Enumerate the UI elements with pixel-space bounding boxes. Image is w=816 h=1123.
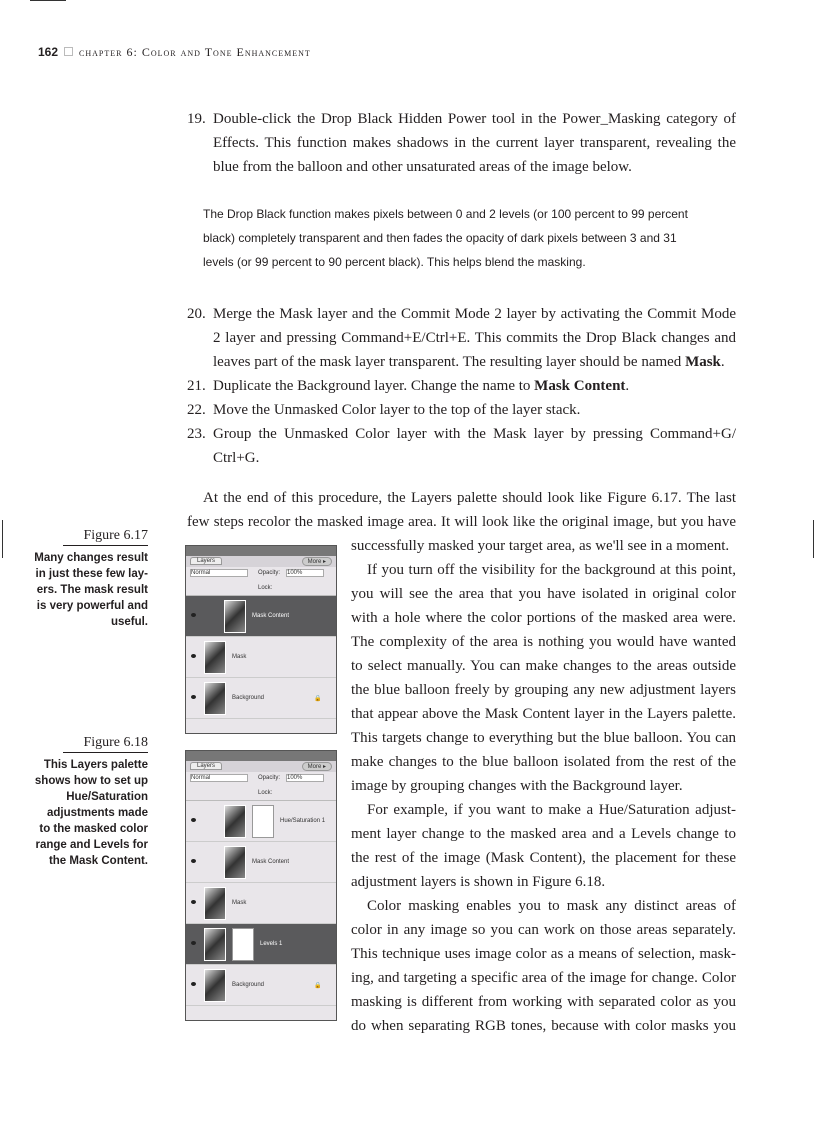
tip-note-line: levels (or 99 percent to 90 percent black). This helps blend the masking.: [203, 255, 586, 269]
palette-footer: [186, 1006, 336, 1020]
lock-label: Lock:: [258, 790, 273, 796]
body-line: For example, if you want to make a Hue/Saturation adjust-: [367, 802, 736, 818]
step-text-line: [213, 422, 736, 446]
step-text-line: [213, 302, 736, 326]
body-line: Color masking enables you to mask any distinct areas of: [367, 898, 736, 914]
caption-line: ers. The mask result: [36, 584, 148, 596]
more-button[interactable]: More ▸: [302, 557, 332, 566]
step-number: 21.: [187, 378, 206, 394]
body-line: successfully masked your target area, as we'll see in a moment.: [351, 538, 730, 554]
layer-name: Mask: [232, 654, 247, 660]
text-span: Double-click the Drop Black Hidden Power tool in the Power_Masking category of: [213, 111, 736, 127]
layer-row[interactable]: [186, 596, 336, 637]
caption-line: in just these few lay-: [35, 568, 148, 580]
layer-name: Background: [232, 982, 265, 988]
caption-line: the Mask Content.: [48, 855, 148, 867]
more-button[interactable]: More ▸: [302, 762, 332, 771]
text-span: Move the Unmasked Color layer to the top of the layer stack.: [213, 402, 581, 418]
caption-line: adjustments made: [47, 807, 148, 819]
step-text-line: [213, 155, 736, 179]
opacity-value: 100%: [286, 774, 324, 782]
crop-mark: [2, 520, 3, 558]
palette-footer: [186, 719, 336, 733]
eye-icon[interactable]: [191, 900, 196, 904]
figure-label: Figure 6.18: [63, 734, 148, 753]
caption-line: Hue/Saturation: [66, 791, 148, 803]
eye-icon[interactable]: [191, 613, 196, 617]
square-ornament-icon: [64, 47, 73, 56]
step-number: 23.: [187, 426, 206, 442]
text-span: Ctrl+G.: [213, 450, 260, 466]
step-number: 22.: [187, 402, 206, 418]
layer-mask-thumbnail: [232, 928, 254, 961]
step-text-line: [213, 350, 736, 374]
body-line: color in any image so you can work on those areas separately.: [351, 922, 736, 938]
step-text-line: [213, 398, 736, 422]
layer-thumbnail: [204, 887, 226, 920]
eye-icon[interactable]: [191, 859, 196, 863]
lock-row: [186, 786, 336, 801]
caption-line: is very powerful and: [36, 600, 148, 612]
body-line: with a hole where the color portions of the masked area were.: [351, 610, 736, 626]
bold-term: Mask Content: [534, 378, 626, 394]
blend-options: [186, 772, 336, 786]
layer-row[interactable]: [186, 924, 336, 965]
step-text-line: [213, 131, 736, 155]
text-span: Duplicate the Background layer. Change the name to: [213, 378, 535, 394]
layer-name: Levels 1: [260, 941, 283, 947]
layer-row[interactable]: [186, 842, 336, 883]
body-line: If you turn off the visibility for the background at this point,: [367, 562, 736, 578]
palette-title-bar: [186, 546, 336, 556]
layer-name: Hue/Saturation 1: [280, 818, 326, 824]
caption-line: This Layers palette: [43, 759, 148, 771]
layer-thumbnail: [224, 600, 246, 633]
layer-row[interactable]: [186, 883, 336, 924]
figure-caption: [34, 550, 148, 630]
crop-mark: [813, 520, 814, 558]
text-span: Effects. This function makes shadows in the current layer transparent, revealing the: [213, 135, 736, 151]
text-span: blue from the balloon and other unsaturated areas of the image below.: [213, 159, 632, 175]
blend-mode-select[interactable]: Normal: [190, 774, 248, 782]
body-line: you will see the area that you have isolated in original color: [351, 586, 736, 602]
tab-layers[interactable]: Layers: [190, 762, 222, 770]
layer-thumbnail: [224, 846, 246, 879]
step-text-line: [213, 326, 736, 350]
layer-name: Mask Content: [252, 613, 290, 619]
body-line: few steps recolor the masked image area. It will look like the original image, but you have: [187, 514, 736, 530]
body-line: ing, and targeting a specific area of the image for change. Color: [351, 970, 736, 986]
lock-icon: 🔒: [314, 696, 322, 702]
layer-thumbnail: [224, 805, 246, 838]
lock-label: Lock:: [258, 585, 273, 591]
body-line: do when separating RGB tones, because with color masks you: [351, 1018, 736, 1034]
page-number: 162: [38, 45, 59, 59]
eye-icon[interactable]: [191, 941, 196, 945]
step-text-line: [213, 446, 736, 470]
layer-row[interactable]: [186, 965, 336, 1006]
opacity-label: Opacity:: [258, 775, 281, 781]
body-line: At the end of this procedure, the Layers palette should look like Figure 6.17. The last: [203, 490, 736, 506]
layer-row[interactable]: [186, 637, 336, 678]
step-number: 19.: [187, 111, 206, 127]
text-span: .: [625, 378, 630, 394]
body-line: adjustment layers is shown in Figure 6.18.: [351, 874, 606, 890]
text-span: 2 layer and pressing Command+E/Ctrl+E. This commits the Drop Black changes and: [213, 330, 736, 346]
caption-line: range and Levels for: [35, 839, 148, 851]
palette-tabs: [186, 761, 336, 772]
layers-palette: [185, 545, 337, 734]
layer-name: Mask Content: [252, 859, 290, 865]
body-line: This targets change to everything but the blue balloon. You can: [351, 730, 736, 746]
caption-line: Many changes result: [34, 552, 148, 564]
layer-row[interactable]: [186, 678, 336, 719]
tip-note-line: black) completely transparent and then fades the opacity of dark pixels between 3 and 31: [203, 231, 677, 245]
body-line: masking is different from working with separated color as you: [351, 994, 736, 1010]
body-line: ment layer change to the masked area and a Levels change to: [351, 826, 736, 842]
layer-mask-thumbnail: [252, 805, 274, 838]
body-line: make changes to the blue balloon isolated from the rest of the: [351, 754, 736, 770]
lock-row: [186, 581, 336, 596]
lock-icon: 🔒: [314, 983, 322, 989]
body-line: The complexity of the area is nothing you would have wanted: [351, 634, 736, 650]
caption-line: shows how to set up: [34, 775, 148, 787]
layer-thumbnail: [204, 641, 226, 674]
text-span: Merge the Mask layer and the Commit Mode 2 layer by activating the Commit Mode: [213, 306, 736, 322]
figure-label: Figure 6.17: [63, 527, 148, 546]
chapter-title: chapter 6: Color and Tone Enhancement: [79, 45, 311, 59]
layer-thumbnail: [204, 969, 226, 1002]
figure-caption: [35, 757, 148, 869]
running-header: [38, 45, 311, 60]
eye-icon[interactable]: [191, 695, 196, 699]
layer-thumbnail: [204, 928, 226, 961]
bold-term: Mask: [685, 354, 721, 370]
opacity-label: Opacity:: [258, 570, 281, 576]
tip-note-line: The Drop Black function makes pixels between 0 and 2 levels (or 100 percent to 99 percent: [203, 207, 688, 221]
step-text-line: [213, 374, 736, 398]
palette-title-bar: [186, 751, 336, 761]
body-line: This technique uses image color as a means of selection, mask-: [351, 946, 736, 962]
body-line: the rest of the image (Mask Content), the placement for these: [351, 850, 736, 866]
palette-tabs: [186, 556, 336, 567]
body-line: the blue balloon freely by grouping any new adjustment layers: [351, 682, 736, 698]
opacity-value: 100%: [286, 569, 324, 577]
layer-name: Background: [232, 695, 265, 701]
eye-icon[interactable]: [191, 654, 196, 658]
body-line: to select manually. You can make changes to the areas outside: [351, 658, 736, 674]
step-number: 20.: [187, 306, 206, 322]
blend-mode-select[interactable]: Normal: [190, 569, 248, 577]
layers-palette: [185, 750, 337, 1021]
caption-line: useful.: [110, 616, 148, 628]
text-span: leaves part of the mask layer transparent. The resulting layer should be named: [213, 354, 686, 370]
tab-layers[interactable]: Layers: [190, 557, 222, 565]
caption-line: to the masked color: [39, 823, 148, 835]
layer-row[interactable]: [186, 801, 336, 842]
text-span: .: [720, 354, 725, 370]
text-span: Group the Unmasked Color layer with the Mask layer by pressing Command+G/: [213, 426, 736, 442]
blend-options: [186, 567, 336, 581]
crop-mark: [30, 0, 66, 1]
body-line: image by grouping changes with the Background layer.: [351, 778, 683, 794]
step-text-line: [213, 107, 736, 131]
body-line: that appear above the Mask Content layer in the Layers palette.: [351, 706, 736, 722]
eye-icon[interactable]: [191, 818, 196, 822]
layer-name: Mask: [232, 900, 247, 906]
eye-icon[interactable]: [191, 982, 196, 986]
layer-thumbnail: [204, 682, 226, 715]
